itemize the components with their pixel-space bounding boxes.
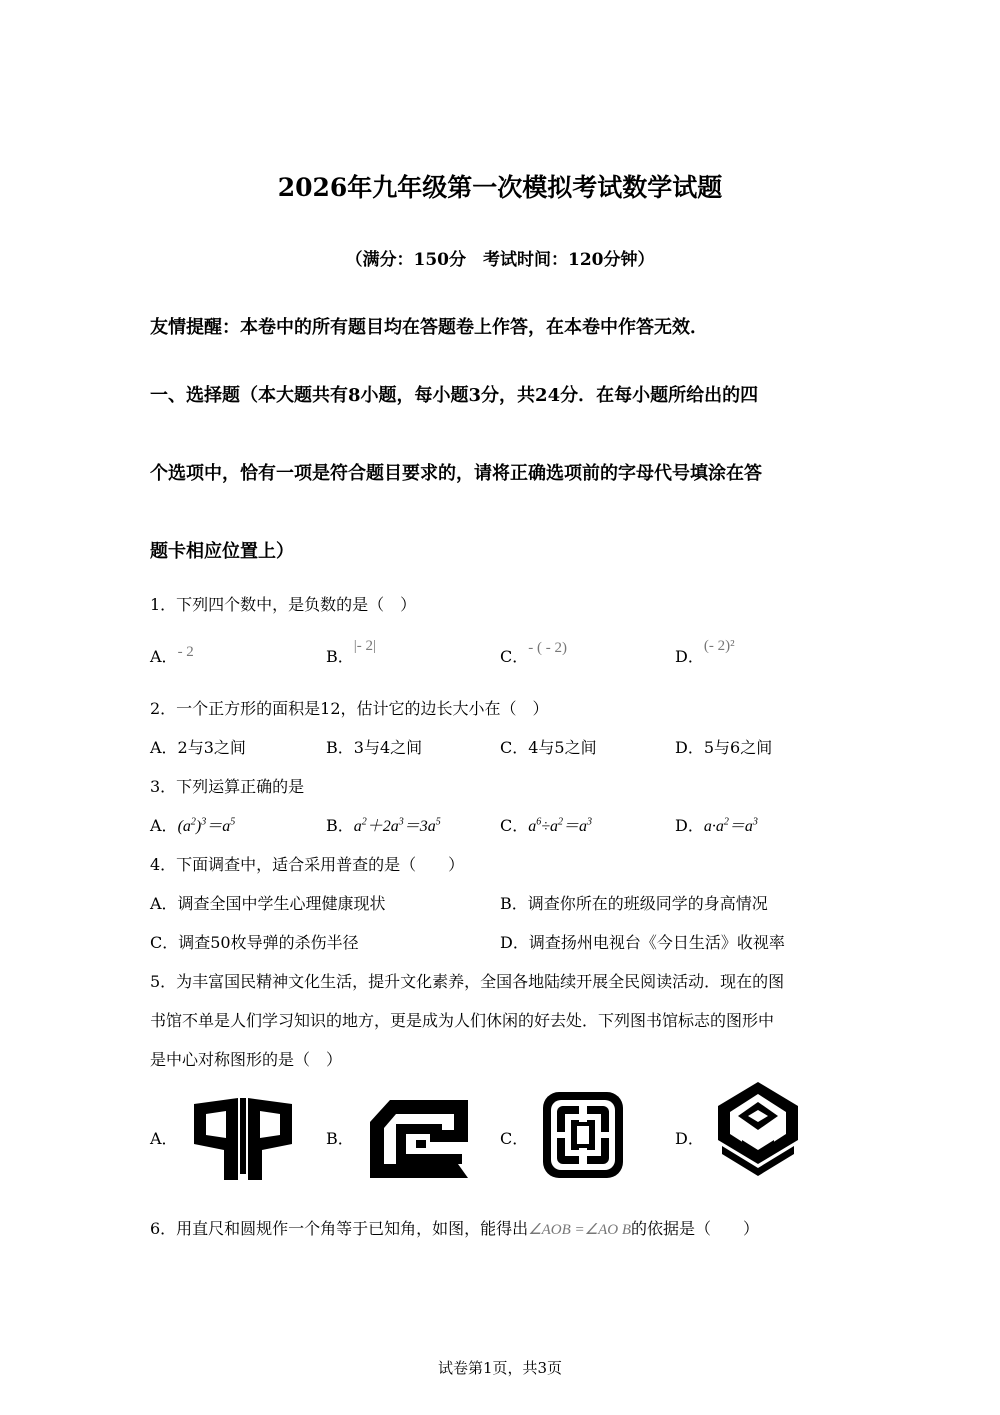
question-2-stem: 2．一个正方形的面积是12，估计它的边长大小在（ ） (150, 699, 549, 718)
question-5-line-1: 5．为丰富国民精神文化生活，提升文化素养，全国各地陆续开展全民阅读活动．现在的图 (150, 972, 785, 991)
q1-option-d: D．(- 2)² (675, 638, 735, 666)
q1-option-b-value: |- 2| (353, 638, 377, 654)
q1-option-c: C．- ( - 2) (500, 640, 567, 666)
q5-label-a: A． (150, 1129, 178, 1148)
library-logo-a (194, 1098, 292, 1180)
q5-label-d: D． (675, 1129, 704, 1148)
page-title: 2026年九年级第一次模拟考试数学试题 (277, 173, 723, 202)
q1-option-a: A．- 2 (150, 644, 194, 666)
q4-option-a: A．调查全国中学生心理健康现状 (150, 894, 386, 913)
library-logo-d (718, 1082, 798, 1176)
section-heading-line-1: 一、选择题（本大题共有8小题，每小题3分，共24分．在每小题所给出的四 (150, 385, 759, 406)
q2-option-c: C．4与5之间 (500, 738, 597, 757)
page-footer: 试卷第1页，共3页 (437, 1359, 563, 1377)
question-4-stem: 4．下面调查中，适合采用普查的是（ ） (150, 855, 465, 874)
q2-option-b: B．3与4之间 (326, 738, 423, 757)
q3-option-c: C．$a^6\div a^2=a^3$ (500, 816, 593, 835)
exam-info: （满分：150分 考试时间：120分钟） (345, 250, 655, 270)
library-logo-c (543, 1092, 623, 1178)
question-3-stem: 3．下列运算正确的是 (150, 777, 305, 796)
q3-option-d: D．$a\cdot a^2=a^3$ (675, 816, 758, 835)
section-heading-line-3: 题卡相应位置上） (150, 541, 294, 562)
q2-option-a: A．2与3之间 (150, 738, 246, 757)
q3-option-b: B．$a^2+2a^3=3a^5$ (326, 816, 441, 835)
q4-option-d: D．调查扬州电视台《今日生活》收视率 (500, 933, 785, 952)
q1-option-a-value: - 2 (177, 644, 194, 660)
q2-option-d: D．5与6之间 (675, 738, 773, 757)
q4-option-c: C．调查50枚导弹的杀伤半径 (150, 933, 359, 952)
q1-option-d-value: (- 2)² (703, 638, 735, 654)
reminder-text: 友情提醒：本卷中的所有题目均在答题卷上作答，在本卷中作答无效． (150, 317, 708, 338)
question-6-stem: 6．用直尺和圆规作一个角等于已知角，如图，能得出∠AOB =∠AO B的依据是（ ） (150, 1219, 760, 1238)
question-5-line-2: 书馆不单是人们学习知识的地方，更是成为人们休闲的好去处．下列图书馆标志的图形中 (150, 1011, 775, 1030)
q1-option-c-value: - ( - 2) (528, 640, 567, 656)
angle-formula: ∠AOB =∠AO B (528, 1222, 632, 1238)
q1-option-b: B．|- 2| (326, 638, 377, 666)
section-heading-line-2: 个选项中，恰有一项是符合题目要求的，请将正确选项前的字母代号填涂在答 (150, 463, 762, 484)
question-1-stem: 1．下列四个数中，是负数的是（ ） (150, 595, 417, 614)
library-logo-b (370, 1100, 468, 1178)
q5-label-c: C． (500, 1129, 529, 1148)
q5-label-b: B． (326, 1129, 354, 1148)
q3-option-a: A．$(a^2)^3=a^5$ (150, 816, 236, 835)
question-5-line-3: 是中心对称图形的是（ ） (150, 1050, 343, 1069)
q4-option-b: B．调查你所在的班级同学的身高情况 (500, 894, 768, 913)
